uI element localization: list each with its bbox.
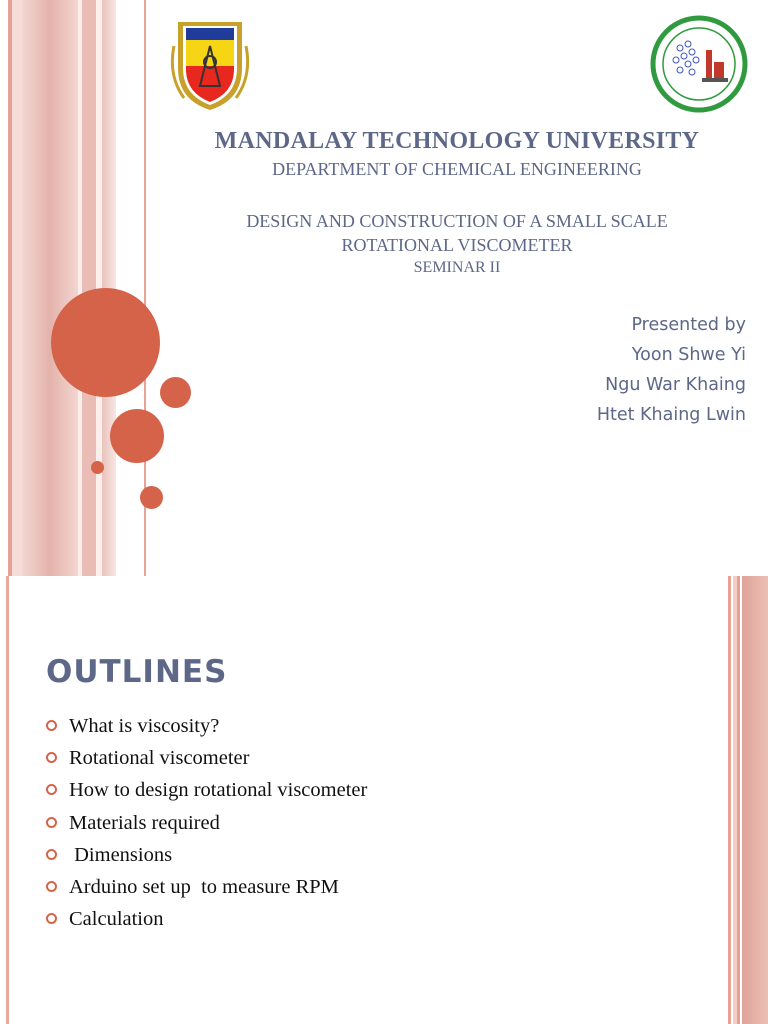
bullet-circle-icon <box>46 849 57 860</box>
bullet-circle-icon <box>46 752 57 763</box>
list-item: Rotational viscometer <box>46 742 367 774</box>
presenter-name: Yoon Shwe Yi <box>631 345 746 365</box>
decorative-circle <box>110 409 164 463</box>
list-item: Arduino set up to measure RPM <box>46 871 367 903</box>
decorative-circle <box>160 377 191 408</box>
seminar-label: SEMINAR II <box>413 259 501 276</box>
project-title-line1: DESIGN AND CONSTRUCTION OF A SMALL SCALE <box>246 211 668 231</box>
bullet-circle-icon <box>46 913 57 924</box>
presenter-name: Ngu War Khaing <box>605 375 746 395</box>
university-name: MANDALAY TECHNOLOGY UNIVERSITY <box>214 128 700 154</box>
list-item: How to design rotational viscometer <box>46 774 367 806</box>
decorative-circle <box>51 288 160 397</box>
outlines-slide <box>0 576 768 1024</box>
decorative-circle <box>91 461 104 474</box>
slide-heading: OUTLINES <box>46 654 228 690</box>
presenters-block <box>597 310 746 430</box>
university-crest-icon <box>170 16 250 112</box>
list-item: What is viscosity? <box>46 710 367 742</box>
project-title-line2: ROTATIONAL VISCOMETER <box>341 235 573 255</box>
department-name: DEPARTMENT OF CHEMICAL ENGINEERING <box>272 159 642 179</box>
bullet-circle-icon <box>46 817 57 828</box>
list-item: Dimensions <box>46 839 367 871</box>
presented-by-label: Presented by <box>631 315 746 335</box>
decorative-line <box>6 576 9 1024</box>
decorative-circle <box>140 486 163 509</box>
bullet-circle-icon <box>46 784 57 795</box>
outline-list <box>46 710 367 935</box>
bullet-circle-icon <box>46 881 57 892</box>
chemical-engineering-seal-icon <box>650 12 748 116</box>
decorative-stripes <box>0 0 160 576</box>
presenter-name: Htet Khaing Lwin <box>596 405 746 425</box>
list-item: Calculation <box>46 903 367 935</box>
bullet-circle-icon <box>46 720 57 731</box>
decorative-stripes <box>728 576 768 1024</box>
list-item: Materials required <box>46 807 367 839</box>
